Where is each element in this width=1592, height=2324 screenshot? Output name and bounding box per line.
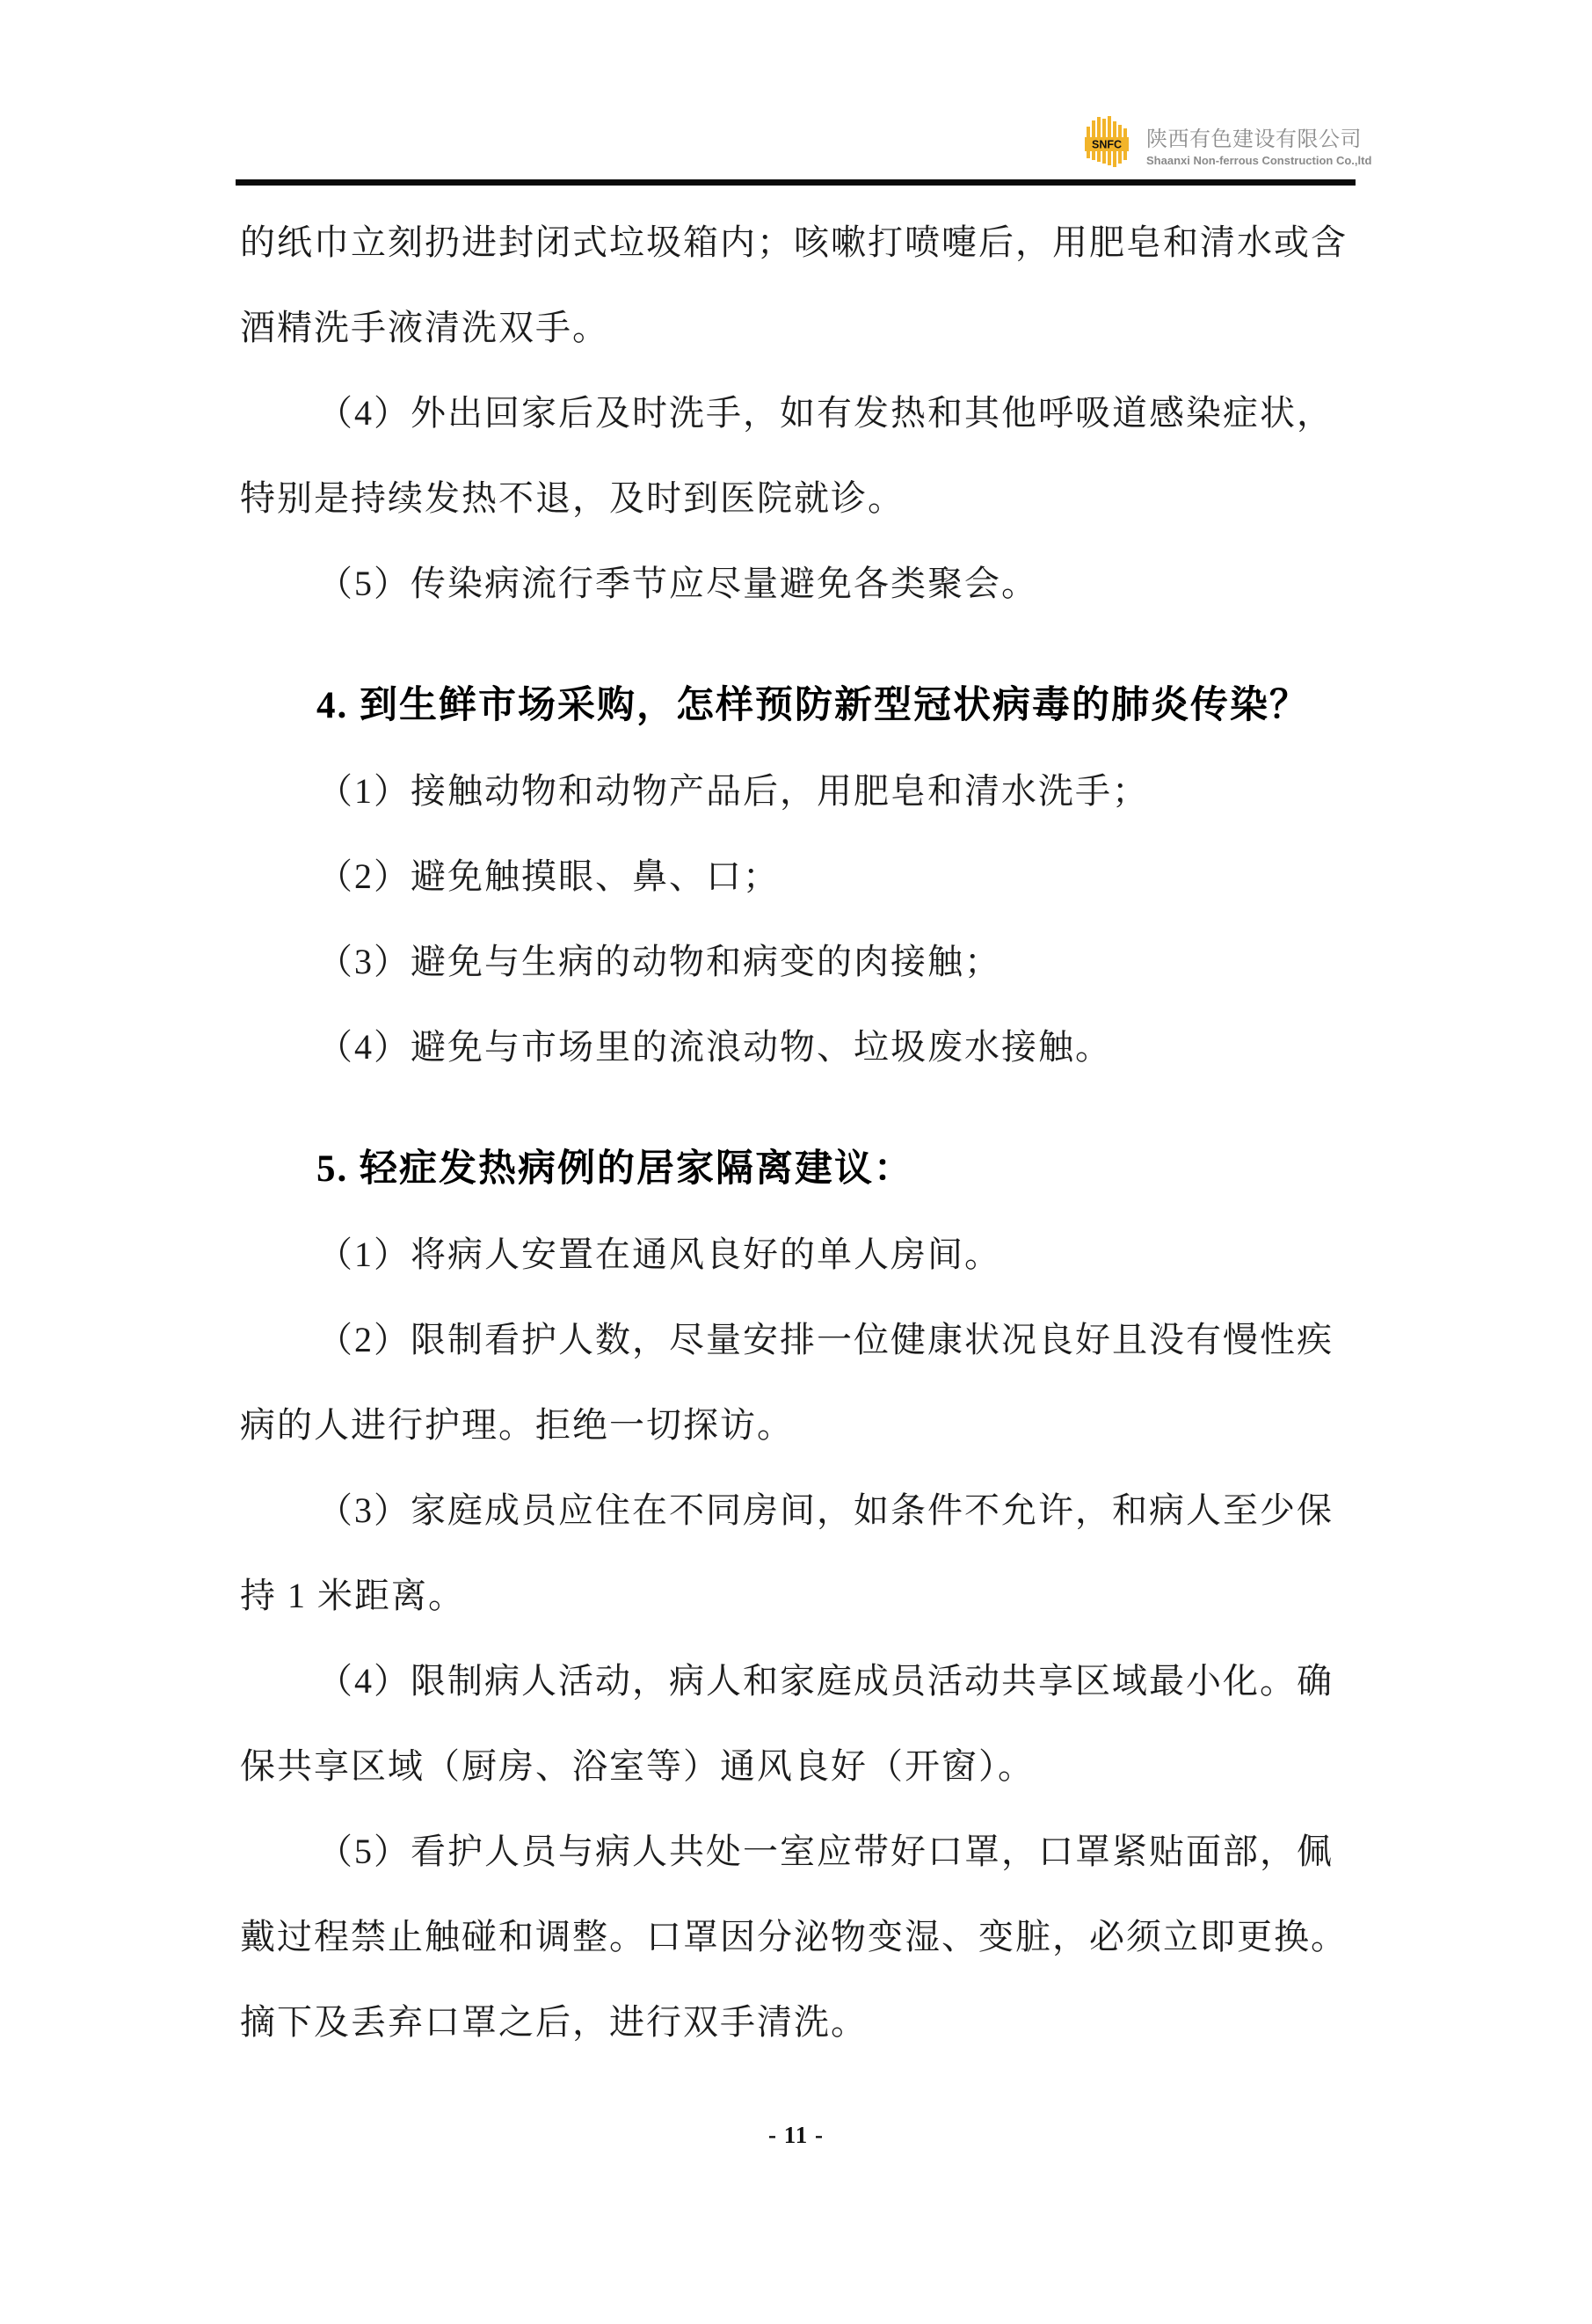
document-body [240, 200, 1355, 2065]
header-divider [236, 179, 1356, 186]
text-line: （1）将病人安置在通风良好的单人房间。 [317, 1235, 1001, 1274]
text-line: 的纸巾立刻扔进封闭式垃圾箱内；咳嗽打喷嚏后，用肥皂和清水或含 [240, 222, 1348, 262]
company-logo [1083, 116, 1371, 169]
text-line: （5）看护人员与病人共处一室应带好口罩，口罩紧贴面部，佩 [317, 1832, 1334, 1871]
text-line: 酒精洗手液清洗双手。 [240, 308, 609, 347]
company-name-cn: 陕西有色建设有限公司 [1146, 127, 1362, 151]
page-footer [0, 2121, 1592, 2149]
company-name-en: Shaanxi Non-ferrous Construction Co.,ltd [1146, 154, 1372, 167]
text-line: （3）避免与生病的动物和病变的肉接触； [317, 942, 1001, 981]
text-line: （4）限制病人活动，病人和家庭成员活动共享区域最小化。确 [317, 1661, 1334, 1701]
logo-text-block [1146, 116, 1371, 167]
text-line: （1）接触动物和动物产品后，用肥皂和清水洗手； [317, 771, 1149, 811]
text-line: 保共享区域（厨房、浴室等）通风良好（开窗）。 [240, 1746, 1035, 1786]
snfc-logo-icon [1083, 116, 1132, 169]
text-line: （5）传染病流行季节应尽量避免各类聚会。 [317, 564, 1038, 603]
text-line: 病的人进行护理。拒绝一切探访。 [240, 1405, 794, 1445]
text-line: 摘下及丢弃口罩之后，进行双手清洗。 [240, 2002, 868, 2042]
section-heading: 5. 轻症发热病例的居家隔离建议： [316, 1148, 913, 1190]
text-line: （4）避免与市场里的流浪动物、垃圾废水接触。 [317, 1027, 1112, 1067]
text-line: 持 1 米距离。 [240, 1576, 465, 1615]
logo-abbr-text: SNFC [1091, 138, 1123, 151]
section-heading: 4. 到生鲜市场采购，怎样预防新型冠状病毒的肺炎传染？ [316, 685, 1309, 726]
text-line: （2）避免触摸眼、鼻、口； [317, 856, 780, 896]
page-number: - 11 - [768, 2122, 824, 2148]
text-line: （2）限制看护人数，尽量安排一位健康状况良好且没有慢性疾 [317, 1320, 1334, 1359]
text-line: （3）家庭成员应住在不同房间，如条件不允许，和病人至少保 [317, 1490, 1334, 1530]
text-line: 戴过程禁止触碰和调整。口罩因分泌物变湿、变脏，必须立即更换。 [240, 1917, 1348, 1956]
text-line: （4）外出回家后及时洗手，如有发热和其他呼吸道感染症状， [317, 393, 1334, 433]
text-line: 特别是持续发热不退，及时到医院就诊。 [240, 478, 905, 518]
